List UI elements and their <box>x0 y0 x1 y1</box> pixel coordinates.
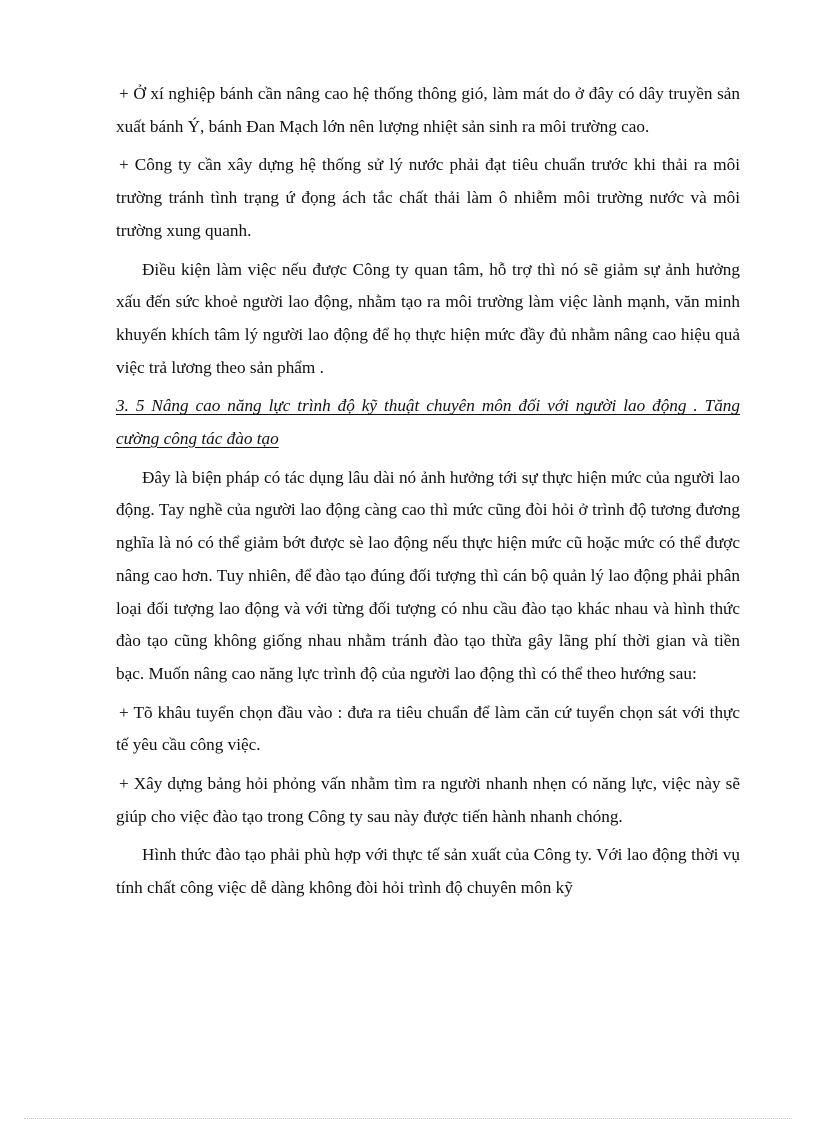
body-paragraph-training-form: Hình thức đào tạo phải phù hợp với thực tế sản xuất của Công ty. Với lao động thời vụ tính chất công việc dễ dàng không đòi hỏi trình độ chuyên môn kỹ <box>116 845 740 898</box>
document-body <box>116 78 740 911</box>
bullet-paragraph-recruitment: + Tõ khâu tuyển chọn đầu vào : đưa ra tiêu chuẩn để làm căn cứ tuyển chọn sát với thực tế yêu cầu công việc. <box>116 702 740 755</box>
section-heading-3-5: 3. 5 Nâng cao năng lực trình độ kỹ thuật chuyên môn đối với người lao động . Tăng cường công tác đào tạo <box>116 396 740 449</box>
bullet-paragraph-water-treatment: + Công ty cần xây dựng hệ thống sử lý nước phải đạt tiêu chuẩn trước khi thải ra môi trường tránh tình trạng ứ đọng ách tắc chất thải làm ô nhiễm môi trường nước và môi trường xung quanh. <box>116 155 740 240</box>
page-bottom-divider <box>24 1118 792 1119</box>
bullet-paragraph-interview: + Xây dựng bảng hỏi phỏng vấn nhằm tìm ra người nhanh nhẹn có năng lực, việc này sẽ giúp cho việc đào tạo trong Công ty sau này được tiến hành nhanh chóng. <box>116 774 740 826</box>
body-paragraph-working-conditions: Điều kiện làm việc nếu được Công ty quan tâm, hỗ trợ thì nó sẽ giảm sự ảnh hưởng xấu đến sức khoẻ người lao động, nhằm tạo ra môi trường làm việc lành mạnh, văn minh khuyến khích tâm lý người lao động để họ thực hiện mức đầy đủ nhằm nâng cao hiệu quả việc trả lương theo sản phẩm . <box>116 259 740 377</box>
bullet-paragraph-ventilation: + Ở xí nghiệp bánh cần nâng cao hệ thống thông gió, làm mát do ở đây có dây truyền sản xuất bánh Ý, bánh Đan Mạch lớn nên lượng nhiệt sản sinh ra môi trường cao. <box>116 84 740 136</box>
body-paragraph-training: Đây là biện pháp có tác dụng lâu dài nó ảnh hưởng tới sự thực hiện mức của người lao động. Tay nghề của người lao động càng cao thì mức cũng đòi hỏi ở trình độ tương đương nghĩa là nó có thể giảm bớt được sè lao động nếu thực hiện mức cũ hoặc mức có thể được nâng cao hơn. Tuy nhiên, để đào tạo đúng đối tượng thì cán bộ quản lý lao động phải phân loại đối tượng lao động và với từng đối tượng có nhu cầu đào tạo khác nhau và hình thức đào tạo cũng không giống nhau nhằm tránh đào tạo thừa gây lãng phí thời gian và tiền bạc. Muốn nâng cao năng lực trình độ của người lao động thì có thể theo hướng sau: <box>116 467 740 683</box>
